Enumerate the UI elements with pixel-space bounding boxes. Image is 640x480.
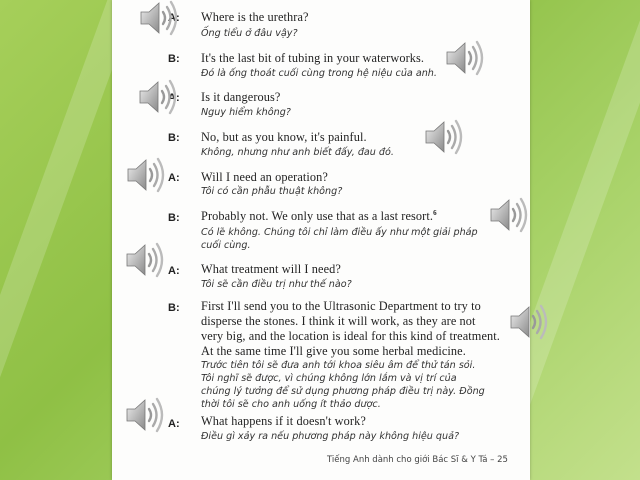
vietnamese-line: Trước tiên tôi sẽ đưa anh tới khoa siêu âm để thử tán sỏi. bbox=[201, 360, 476, 371]
speaker-label: B: bbox=[168, 212, 180, 224]
speaker-label: A: bbox=[168, 265, 180, 277]
vietnamese-line: Tôi sẽ cần điều trị như thế nào? bbox=[201, 279, 352, 290]
speaker-label: A: bbox=[168, 12, 180, 24]
vietnamese-line: Nguy hiểm không? bbox=[201, 107, 291, 118]
vietnamese-line: Ống tiểu ở đâu vậy? bbox=[201, 28, 298, 39]
english-line: disperse the stones. I think it will work, as they are not bbox=[201, 314, 476, 328]
page-footer: Tiếng Anh dành cho giới Bác Sĩ & Y Tá – 25 bbox=[327, 455, 508, 465]
english-line bbox=[201, 209, 437, 224]
vietnamese-line: Có lẽ không. Chúng tôi chỉ làm điều ấy như một giải pháp bbox=[201, 227, 478, 238]
vietnamese-line: thời tôi sẽ cho anh uống ít thảo dược. bbox=[201, 399, 381, 410]
english-line: Will I need an operation? bbox=[201, 170, 328, 184]
english-line: Is it dangerous? bbox=[201, 90, 281, 104]
speaker-audio-icon[interactable] bbox=[485, 193, 529, 237]
english-line: It's the last bit of tubing in your waterworks. bbox=[201, 51, 425, 65]
vietnamese-line: Tôi có cần phẫu thuật không? bbox=[201, 186, 343, 197]
english-line: What treatment will I need? bbox=[201, 262, 341, 276]
english-line: What happens if it doesn't work? bbox=[201, 414, 366, 428]
vietnamese-line: Không, nhưng như anh biết đấy, đau đó. bbox=[201, 147, 394, 158]
vietnamese-line: cuối cùng. bbox=[201, 240, 251, 251]
vietnamese-line: Điều gì xảy ra nếu phương pháp này không hiệu quả? bbox=[201, 431, 460, 442]
speaker-audio-icon[interactable] bbox=[420, 115, 464, 159]
english-line: very big, and the location is ideal for this kind of treatment. bbox=[201, 329, 500, 343]
english-text: Probably not. We only use that as a last resort. bbox=[201, 209, 434, 224]
english-line: First I'll send you to the Ultrasonic Department to try to bbox=[201, 299, 481, 313]
speaker-audio-icon[interactable] bbox=[121, 393, 165, 437]
speaker-label: A: bbox=[168, 172, 180, 184]
speaker-audio-icon[interactable] bbox=[505, 300, 549, 344]
english-line: Where is the urethra? bbox=[201, 10, 309, 24]
speaker-label: B: bbox=[168, 53, 180, 65]
english-line: At the same time I'll give you some herbal medicine. bbox=[201, 344, 466, 358]
vietnamese-line: Tôi nghĩ sẽ được, vì chúng không lớn lắm và vị trí của bbox=[201, 373, 457, 384]
footnote-marker: 6 bbox=[433, 209, 437, 217]
vietnamese-line: chúng lý tưởng để sử dụng phương pháp điều trị này. Đồng bbox=[201, 386, 485, 397]
english-line: No, but as you know, it's painful. bbox=[201, 130, 367, 144]
speaker-audio-icon[interactable] bbox=[122, 153, 166, 197]
speaker-label: B: bbox=[168, 132, 180, 144]
speaker-label: B: bbox=[168, 302, 180, 314]
speaker-label: A: bbox=[168, 418, 180, 430]
speaker-label: A: bbox=[168, 92, 180, 104]
speaker-audio-icon[interactable] bbox=[134, 75, 178, 119]
vietnamese-line: Đó là ống thoát cuối cùng trong hệ niệu của anh. bbox=[201, 68, 437, 79]
speaker-audio-icon[interactable] bbox=[441, 36, 485, 80]
speaker-audio-icon[interactable] bbox=[121, 238, 165, 282]
speaker-audio-icon[interactable] bbox=[135, 0, 179, 40]
